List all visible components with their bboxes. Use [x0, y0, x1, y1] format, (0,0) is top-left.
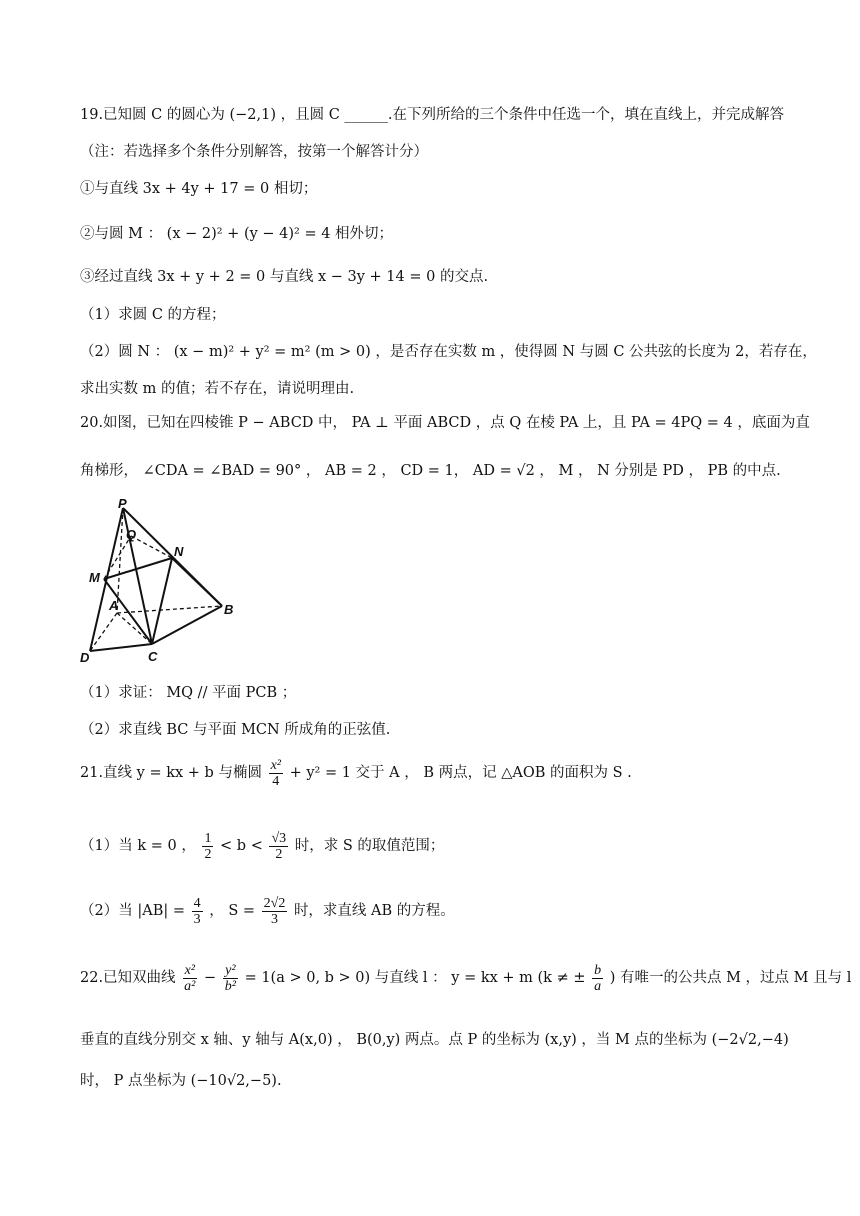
label-B: B	[224, 602, 234, 617]
q20-part-1: （1）求证： MQ // 平面 PCB ；	[80, 685, 297, 701]
q22-stem	[80, 962, 852, 994]
q19-stem: 19.已知圆 C 的圆心为 (−2,1) ，且圆 C ______.在下列所给的三个条件中任选一个，填在直线上，并完成解答	[80, 107, 785, 123]
hyperbola-y-fraction: $\frac{\text{y²}}{\text{b²}}$	[224, 962, 236, 994]
q20-stem-cont: 角梯形， ∠CDA = ∠BAD = 90° ， AB = 2 ， CD = 1， AD = √2 ， M ， N 分别是 PD ， PB 的中点.	[80, 463, 781, 479]
pyramid-figure	[72, 496, 242, 666]
q21-part-2	[80, 895, 820, 927]
s-fraction: $\frac{2√2}{3}$	[263, 895, 286, 927]
label-D: D	[80, 650, 90, 665]
root3-fraction: $\frac{√3}{2}$	[271, 830, 287, 862]
q20-part-2: （2）求直线 BC 与平面 MCN 所成角的正弦值.	[80, 722, 391, 738]
q19-part-2-cont: 求出实数 m 的值；若不存在，请说明理由.	[80, 381, 355, 397]
q22-stem-end: 时， P 点坐标为 (−10√2,−5).	[80, 1073, 282, 1089]
q21-stem-pre: 21.直线 y = kx + b 与椭圆	[80, 765, 262, 781]
q19-part-2: （2）圆 N ： (x − m)² + y² = m² (m > 0) ，是否存在实数 m ，使得圆 N 与圆 C 公共弦的长度为 2，若存在，	[80, 344, 817, 360]
q19-condition-3: ③经过直线 3x + y + 2 = 0 与直线 x − 3y + 14 = 0 的交点.	[80, 269, 489, 285]
q19-condition-1: ①与直线 3x + 4y + 17 = 0 相切；	[80, 181, 318, 197]
q22-stem-mid: = 1(a > 0, b > 0) 与直线 l ： y = kx + m (k ≠ ±	[244, 970, 586, 986]
half-fraction: $\frac{1}{2}$	[204, 830, 212, 862]
q21-stem	[80, 757, 820, 789]
q21-part-1-post: 时，求 S 的取值范围；	[294, 838, 445, 854]
ab-fraction: $\frac{4}{3}$	[193, 895, 201, 927]
label-M: M	[89, 570, 100, 585]
ellipse-fraction: $\frac{\text{x²}}{4}$	[270, 757, 281, 789]
label-A: A	[109, 598, 119, 613]
q21-stem-post: + y² = 1 交于 A ， B 两点，记 △AOB 的面积为 S .	[289, 765, 632, 781]
q21-part-2-post: 时，求直线 AB 的方程。	[293, 903, 455, 919]
q22-stem-pre: 22.已知双曲线	[80, 970, 176, 986]
q21-part-2-pre: （2）当 |AB| =	[80, 903, 185, 919]
q21-part-1-pre: （1）当 k = 0 ，	[80, 838, 196, 854]
q21-part-2-mid: ， S =	[209, 903, 256, 919]
label-C: C	[148, 649, 158, 664]
q19-note: （注：若选择多个条件分别解答，按第一个解答计分）	[80, 144, 428, 160]
hyperbola-x-fraction: $\frac{\text{x²}}{\text{a²}}$	[184, 962, 196, 994]
q22-stem-cont: 垂直的直线分别交 x 轴、y 轴与 A(x,0) ， B(0,y) 两点。点 P 的坐标为 (x,y) ，当 M 点的坐标为 (−2√2,−4)	[80, 1032, 789, 1048]
q21-part-1	[80, 830, 820, 862]
q20-stem: 20.如图，已知在四棱锥 P − ABCD 中， PA ⊥ 平面 ABCD ，点 Q 在棱 PA 上，且 PA = 4PQ = 4 ，底面为直	[80, 415, 810, 431]
q22-minus: −	[203, 970, 217, 986]
q21-part-1-mid: < b <	[220, 838, 263, 854]
label-P: P	[118, 496, 127, 511]
label-N: N	[174, 544, 184, 559]
q19-condition-2: ②与圆 M ： (x − 2)² + (y − 4)² = 4 相外切；	[80, 226, 394, 242]
q22-stem-post: ) 有唯一的公共点 M ，过点 M 且与 l	[609, 970, 852, 986]
label-Q: Q	[126, 527, 137, 542]
ba-fraction: $\frac{b}{a}$	[594, 962, 602, 994]
q19-part-1: （1）求圆 C 的方程；	[80, 307, 226, 323]
